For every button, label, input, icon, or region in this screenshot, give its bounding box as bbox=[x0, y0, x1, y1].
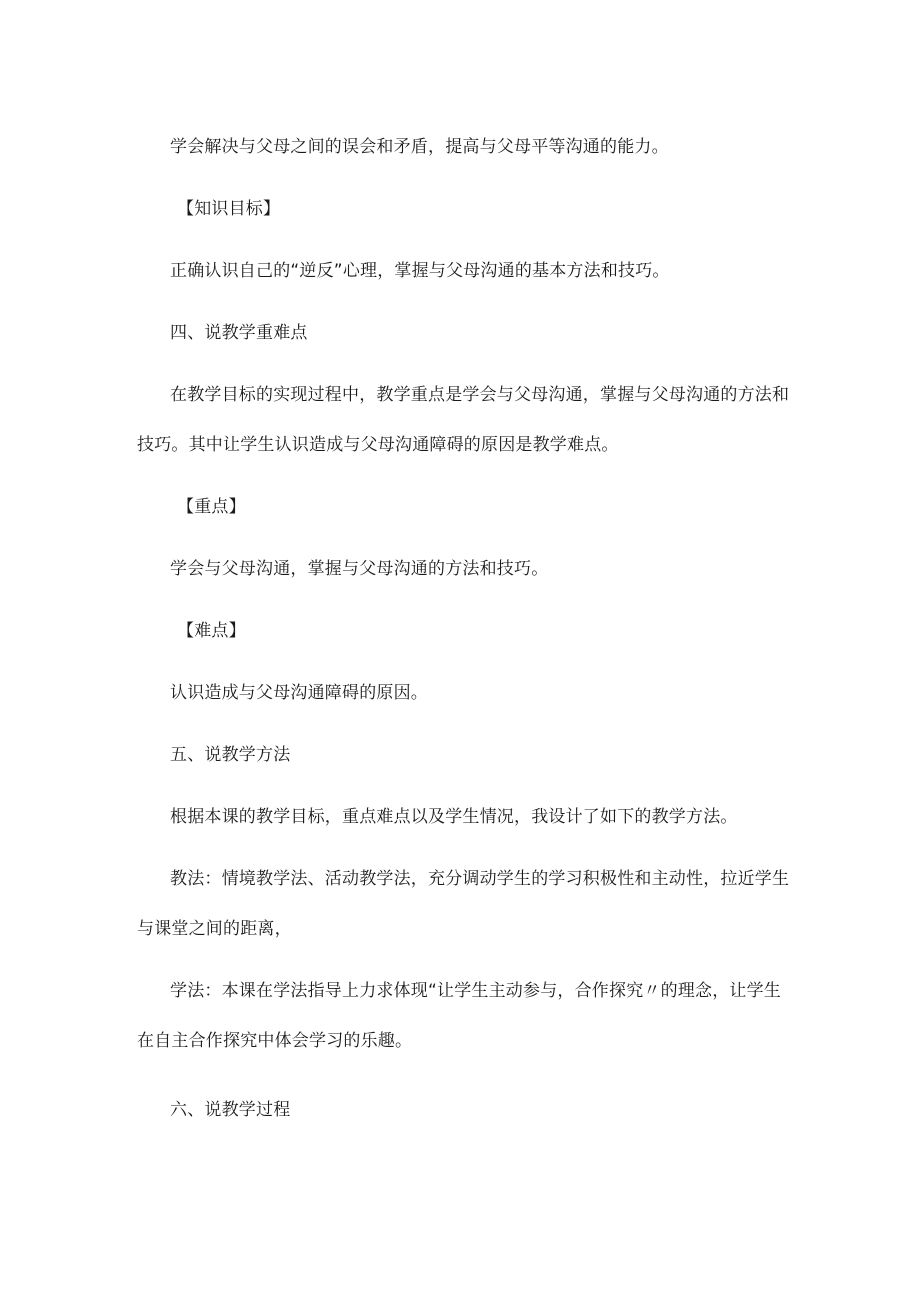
paragraph-learning-method-line-1: 学法：本课在学法指导上力求体现“让学生主动参与，合作探究〃的理念，让学生 bbox=[170, 981, 782, 1001]
paragraph-key-points-line-1: 在教学目标的实现过程中，教学重点是学会与父母沟通，掌握与父母沟通的方法和 bbox=[170, 385, 790, 405]
key-point-heading: 【重点】 bbox=[177, 497, 246, 517]
section-6-title: 六、说教学过程 bbox=[170, 1100, 291, 1120]
paragraph-teaching-method-line-1: 教法：情境教学法、活动教学法，充分调动学生的学习积极性和主动性，拉近学生 bbox=[170, 869, 790, 889]
paragraph-learning-method-line-2: 在自主合作探究中体会学习的乐趣。 bbox=[137, 1031, 413, 1051]
paragraph-teaching-method-line-2: 与课堂之间的距离， bbox=[137, 919, 292, 939]
difficult-point-heading: 【难点】 bbox=[177, 621, 246, 641]
paragraph-difficult-point: 认识造成与父母沟通障碍的原因。 bbox=[170, 683, 428, 703]
paragraph-communication-ability: 学会解决与父母之间的误会和矛盾，提高与父母平等沟通的能力。 bbox=[170, 137, 669, 157]
paragraph-key-point: 学会与父母沟通，掌握与父母沟通的方法和技巧。 bbox=[170, 559, 549, 579]
section-5-title: 五、说教学方法 bbox=[170, 745, 291, 765]
paragraph-key-points-line-2: 技巧。其中让学生认识造成与父母沟通障碍的原因是教学难点。 bbox=[137, 435, 619, 455]
section-4-title: 四、说教学重难点 bbox=[170, 323, 308, 343]
paragraph-knowledge-goal: 正确认识自己的“逆反”心理，掌握与父母沟通的基本方法和技巧。 bbox=[170, 261, 670, 281]
knowledge-goal-heading: 【知识目标】 bbox=[177, 199, 281, 219]
paragraph-teaching-methods-intro: 根据本课的教学目标，重点难点以及学生情况，我设计了如下的教学方法。 bbox=[170, 807, 738, 827]
